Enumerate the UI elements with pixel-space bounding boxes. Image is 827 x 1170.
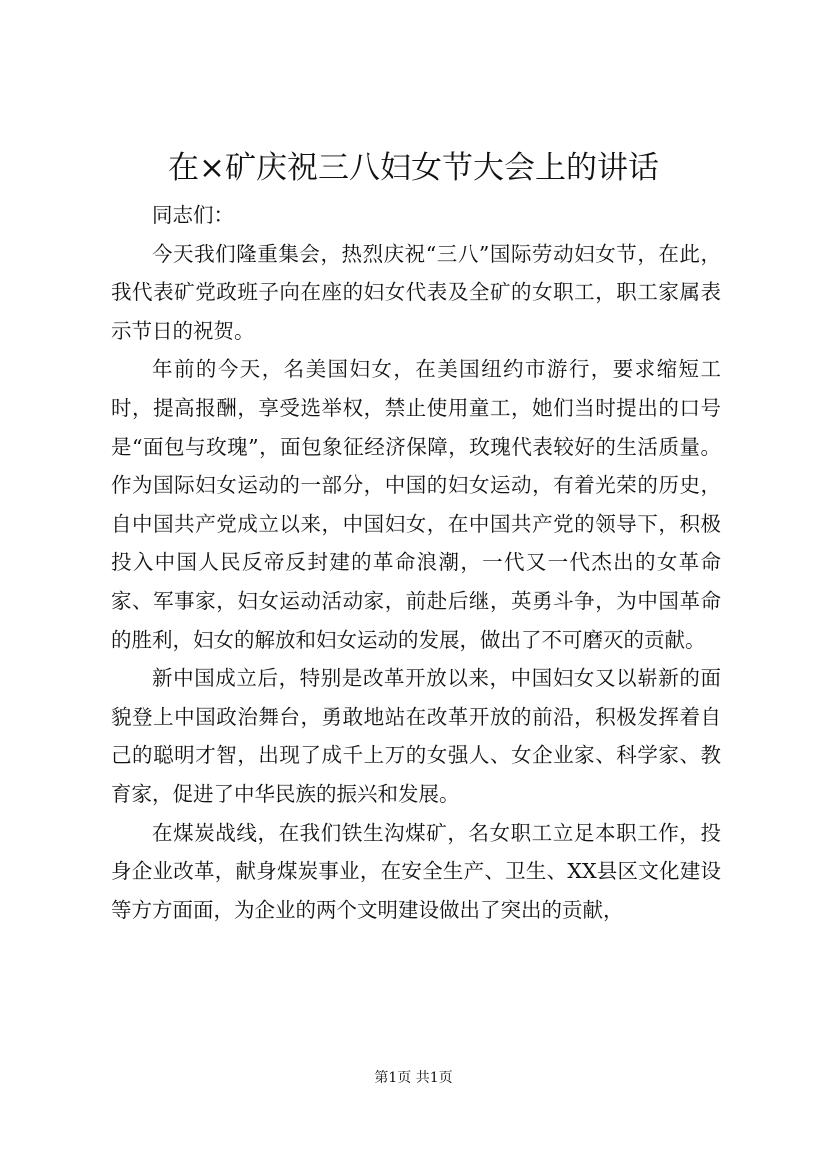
document-title: 在×矿庆祝三八妇女节大会上的讲话 [168, 150, 659, 186]
salutation: 同志们： [152, 203, 234, 227]
document-body [111, 196, 721, 929]
page-number-footer: 第1页 共1页 [374, 1070, 453, 1086]
paragraph-4: 在煤炭战线，在我们铁生沟煤矿，名女职工立足本职工作，投身企业改革，献身煤炭事业，在安全生产、卫生、XX县区文化建设等方方面面，为企业的两个文明建设做出了突出的贡献， [111, 820, 721, 922]
paragraph-3: 新中国成立后，特别是改革开放以来，中国妇女又以崭新的面貌登上中国政治舞台，勇敢地站在改革开放的前沿，积极发挥着自己的聪明才智，出现了成千上万的女强人、女企业家、科学家、教育家，促进了中华民族的振兴和发展。 [111, 666, 721, 806]
paragraph-1: 今天我们隆重集会，热烈庆祝“三八”国际劳动妇女节，在此，我代表矿党政班子向在座的妇女代表及全矿的女职工，职工家属表示节日的祝贺。 [111, 241, 721, 343]
paragraph-2: 年前的今天，名美国妇女，在美国纽约市游行，要求缩短工时，提高报酬，享受选举权，禁止使用童工，她们当时提出的口号是“面包与玫瑰”，面包象征经济保障，玫瑰代表较好的生活质量。作为国际妇女运动的一部分，中国的妇女运动，有着光荣的历史，自中国共产党成立以来，中国妇女，在中国共产党的领导下，积极投入中国人民反帝反封建的革命浪潮，一代又一代杰出的女革命家、军事家，妇女运动活动家，前赴后继，英勇斗争，为中国革命的胜利，妇女的解放和妇女运动的发展，做出了不可磨灭的贡献。 [111, 357, 721, 652]
